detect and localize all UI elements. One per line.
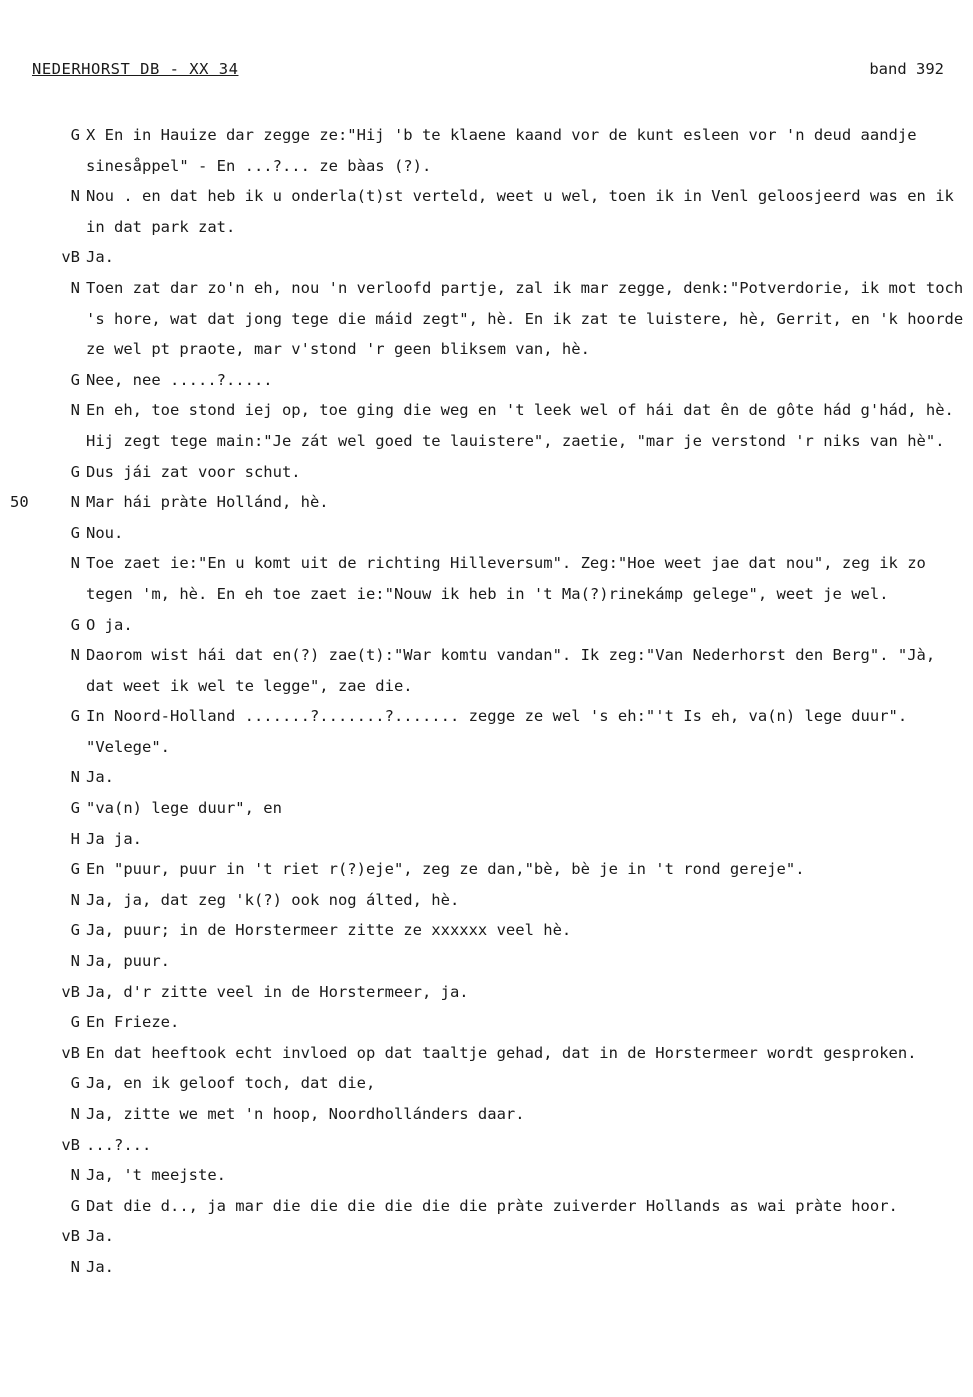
transcript-turn: [0, 518, 973, 549]
speaker-label: vB: [61, 982, 80, 1001]
speaker-label: G: [70, 799, 80, 818]
utterance-text: O ja.: [86, 615, 133, 634]
document-title: NEDERHORST DB - XX 34: [32, 60, 239, 78]
utterance-text: X En in Hauize dar zegge ze:"Hij 'b te klaene kaand vor de kunt esleen vor 'n deud aandje sinesåppel" - En ...?... ze bàas (?).: [86, 126, 917, 175]
utterance-text: ...?...: [86, 1135, 152, 1154]
transcript-turn: [0, 395, 973, 456]
transcript-turn: [0, 1221, 973, 1252]
utterance-text: Ja, en ik geloof toch, dat die,: [86, 1074, 376, 1093]
transcript-turn: [0, 1099, 973, 1130]
transcript: [0, 120, 973, 1283]
transcript-turn: [0, 457, 973, 488]
utterance-text: En eh, toe stond iej op, toe ging die weg en 't leek wel of hái dat ên de gôte hád g'hád, hè. Hij zegt tege main:"Je zát wel goed te lauistere", zaetie, "mar je verstond 'r niks van hè".: [86, 401, 954, 450]
utterance-text: Ja, ja, dat zeg 'k(?) ook nog álted, hè.: [86, 890, 460, 909]
utterance-text: In Noord-Holland .......?.......?....... zegge ze wel 's eh:"'t Is eh, va(n) lege duur". "Velege".: [86, 707, 908, 756]
speaker-label: vB: [61, 1043, 80, 1062]
speaker-label: N: [70, 1257, 80, 1276]
transcript-turn: [0, 885, 973, 916]
speaker-label: N: [70, 278, 80, 297]
utterance-text: Dat die d.., ja mar die die die die die die pràte zuiverder Hollands as wai pràte hoor.: [86, 1196, 898, 1215]
speaker-label: G: [70, 921, 80, 940]
transcript-turn: [0, 854, 973, 885]
transcript-turn: [0, 273, 973, 365]
transcript-turn: [0, 640, 973, 701]
transcript-turn: [0, 1160, 973, 1191]
speaker-label: N: [70, 401, 80, 420]
transcript-turn: [0, 701, 973, 762]
speaker-label: N: [70, 493, 80, 512]
page-header: [32, 60, 944, 84]
transcript-turn: [0, 1191, 973, 1222]
speaker-label: vB: [61, 248, 80, 267]
transcript-turn: [0, 1252, 973, 1283]
transcript-turn: [0, 793, 973, 824]
speaker-label: G: [70, 1013, 80, 1032]
speaker-label: N: [70, 554, 80, 573]
utterance-text: En Frieze.: [86, 1013, 180, 1032]
utterance-text: Ja.: [86, 768, 114, 787]
utterance-text: Ja, 't meejste.: [86, 1166, 226, 1185]
utterance-text: Ja.: [86, 1257, 114, 1276]
transcript-turn: [0, 977, 973, 1008]
line-number: 50: [10, 493, 29, 512]
transcript-turn: [0, 915, 973, 946]
transcript-turn: [0, 181, 973, 242]
speaker-label: G: [70, 615, 80, 634]
transcript-turn: [0, 1038, 973, 1069]
speaker-label: G: [70, 860, 80, 879]
speaker-label: vB: [61, 1227, 80, 1246]
utterance-text: Daorom wist hái dat en(?) zae(t):"War komtu vandan". Ik zeg:"Van Nederhorst den Berg". "Jà, dat weet ik wel te legge", zae die.: [86, 646, 936, 695]
utterance-text: Ja ja.: [86, 829, 142, 848]
utterance-text: En dat heeftook echt invloed op dat taaltje gehad, dat in de Horstermeer wordt gesproken.: [86, 1043, 917, 1062]
utterance-text: Nee, nee .....?.....: [86, 370, 273, 389]
speaker-label: G: [70, 126, 80, 144]
transcript-turn: [0, 1068, 973, 1099]
speaker-label: G: [70, 523, 80, 542]
utterance-text: Toe zaet ie:"En u komt uit de richting Hilleversum". Zeg:"Hoe weet jae dat nou", zeg ik zo tegen 'm, hè. En eh toe zaet ie:"Nouw ik heb in 't Ma(?)rinekámp gelege", weet je wel.: [86, 554, 926, 603]
utterance-text: "va(n) lege duur", en: [86, 799, 282, 818]
speaker-label: N: [70, 1166, 80, 1185]
transcript-turn: [0, 946, 973, 977]
utterance-text: Ja, d'r zitte veel in de Horstermeer, ja.: [86, 982, 469, 1001]
speaker-label: N: [70, 1105, 80, 1123]
transcript-turn: [0, 120, 973, 181]
transcript-turn: [0, 548, 973, 609]
utterance-text: Ja.: [86, 248, 114, 267]
transcript-turn: [0, 610, 973, 641]
utterance-text: Ja, puur.: [86, 952, 170, 971]
utterance-text: En "puur, puur in 't riet r(?)eje", zeg ze dan,"bè, bè je in 't rond gereje".: [86, 860, 805, 879]
speaker-label: N: [70, 646, 80, 665]
transcript-turn: [0, 365, 973, 396]
speaker-label: G: [70, 1074, 80, 1093]
speaker-label: G: [70, 1196, 80, 1215]
transcript-turn: [0, 242, 973, 273]
transcript-turn: [0, 487, 973, 518]
transcript-turn: [0, 1130, 973, 1161]
utterance-text: Toen zat dar zo'n eh, nou 'n verloofd partje, zal ik mar zegge, denk:"Potverdorie, ik mot toch 's hore, wat dat jong tege die máid zegt", hè. En ik zat te luistere, hè, Gerrit, en 'k hoorde ze wel pt praote, mar v'stond 'r geen bliksem van, hè.: [86, 278, 964, 359]
speaker-label: G: [70, 370, 80, 389]
speaker-label: N: [70, 952, 80, 971]
utterance-text: Nou . en dat heb ik u onderla(t)st verteld, weet u wel, toen ik in Venl geloosjeerd was en ik in dat park zat.: [86, 187, 954, 236]
speaker-label: N: [70, 187, 80, 206]
speaker-label: vB: [61, 1135, 80, 1154]
utterance-text: Ja, puur; in de Horstermeer zitte ze xxxxxx veel hè.: [86, 921, 572, 940]
transcript-turn: [0, 1007, 973, 1038]
tape-number: band 392: [869, 60, 944, 78]
transcript-turn: [0, 762, 973, 793]
utterance-text: Ja, zitte we met 'n hoop, Noordhollánders daar.: [86, 1105, 525, 1123]
speaker-label: H: [70, 829, 80, 848]
utterance-text: Ja.: [86, 1227, 114, 1246]
speaker-label: G: [70, 707, 80, 726]
speaker-label: N: [70, 890, 80, 909]
utterance-text: Dus jái zat voor schut.: [86, 462, 301, 481]
utterance-text: Nou.: [86, 523, 124, 542]
speaker-label: G: [70, 462, 80, 481]
speaker-label: N: [70, 768, 80, 787]
utterance-text: Mar hái pràte Hollánd, hè.: [86, 493, 329, 512]
transcript-turn: [0, 824, 973, 855]
